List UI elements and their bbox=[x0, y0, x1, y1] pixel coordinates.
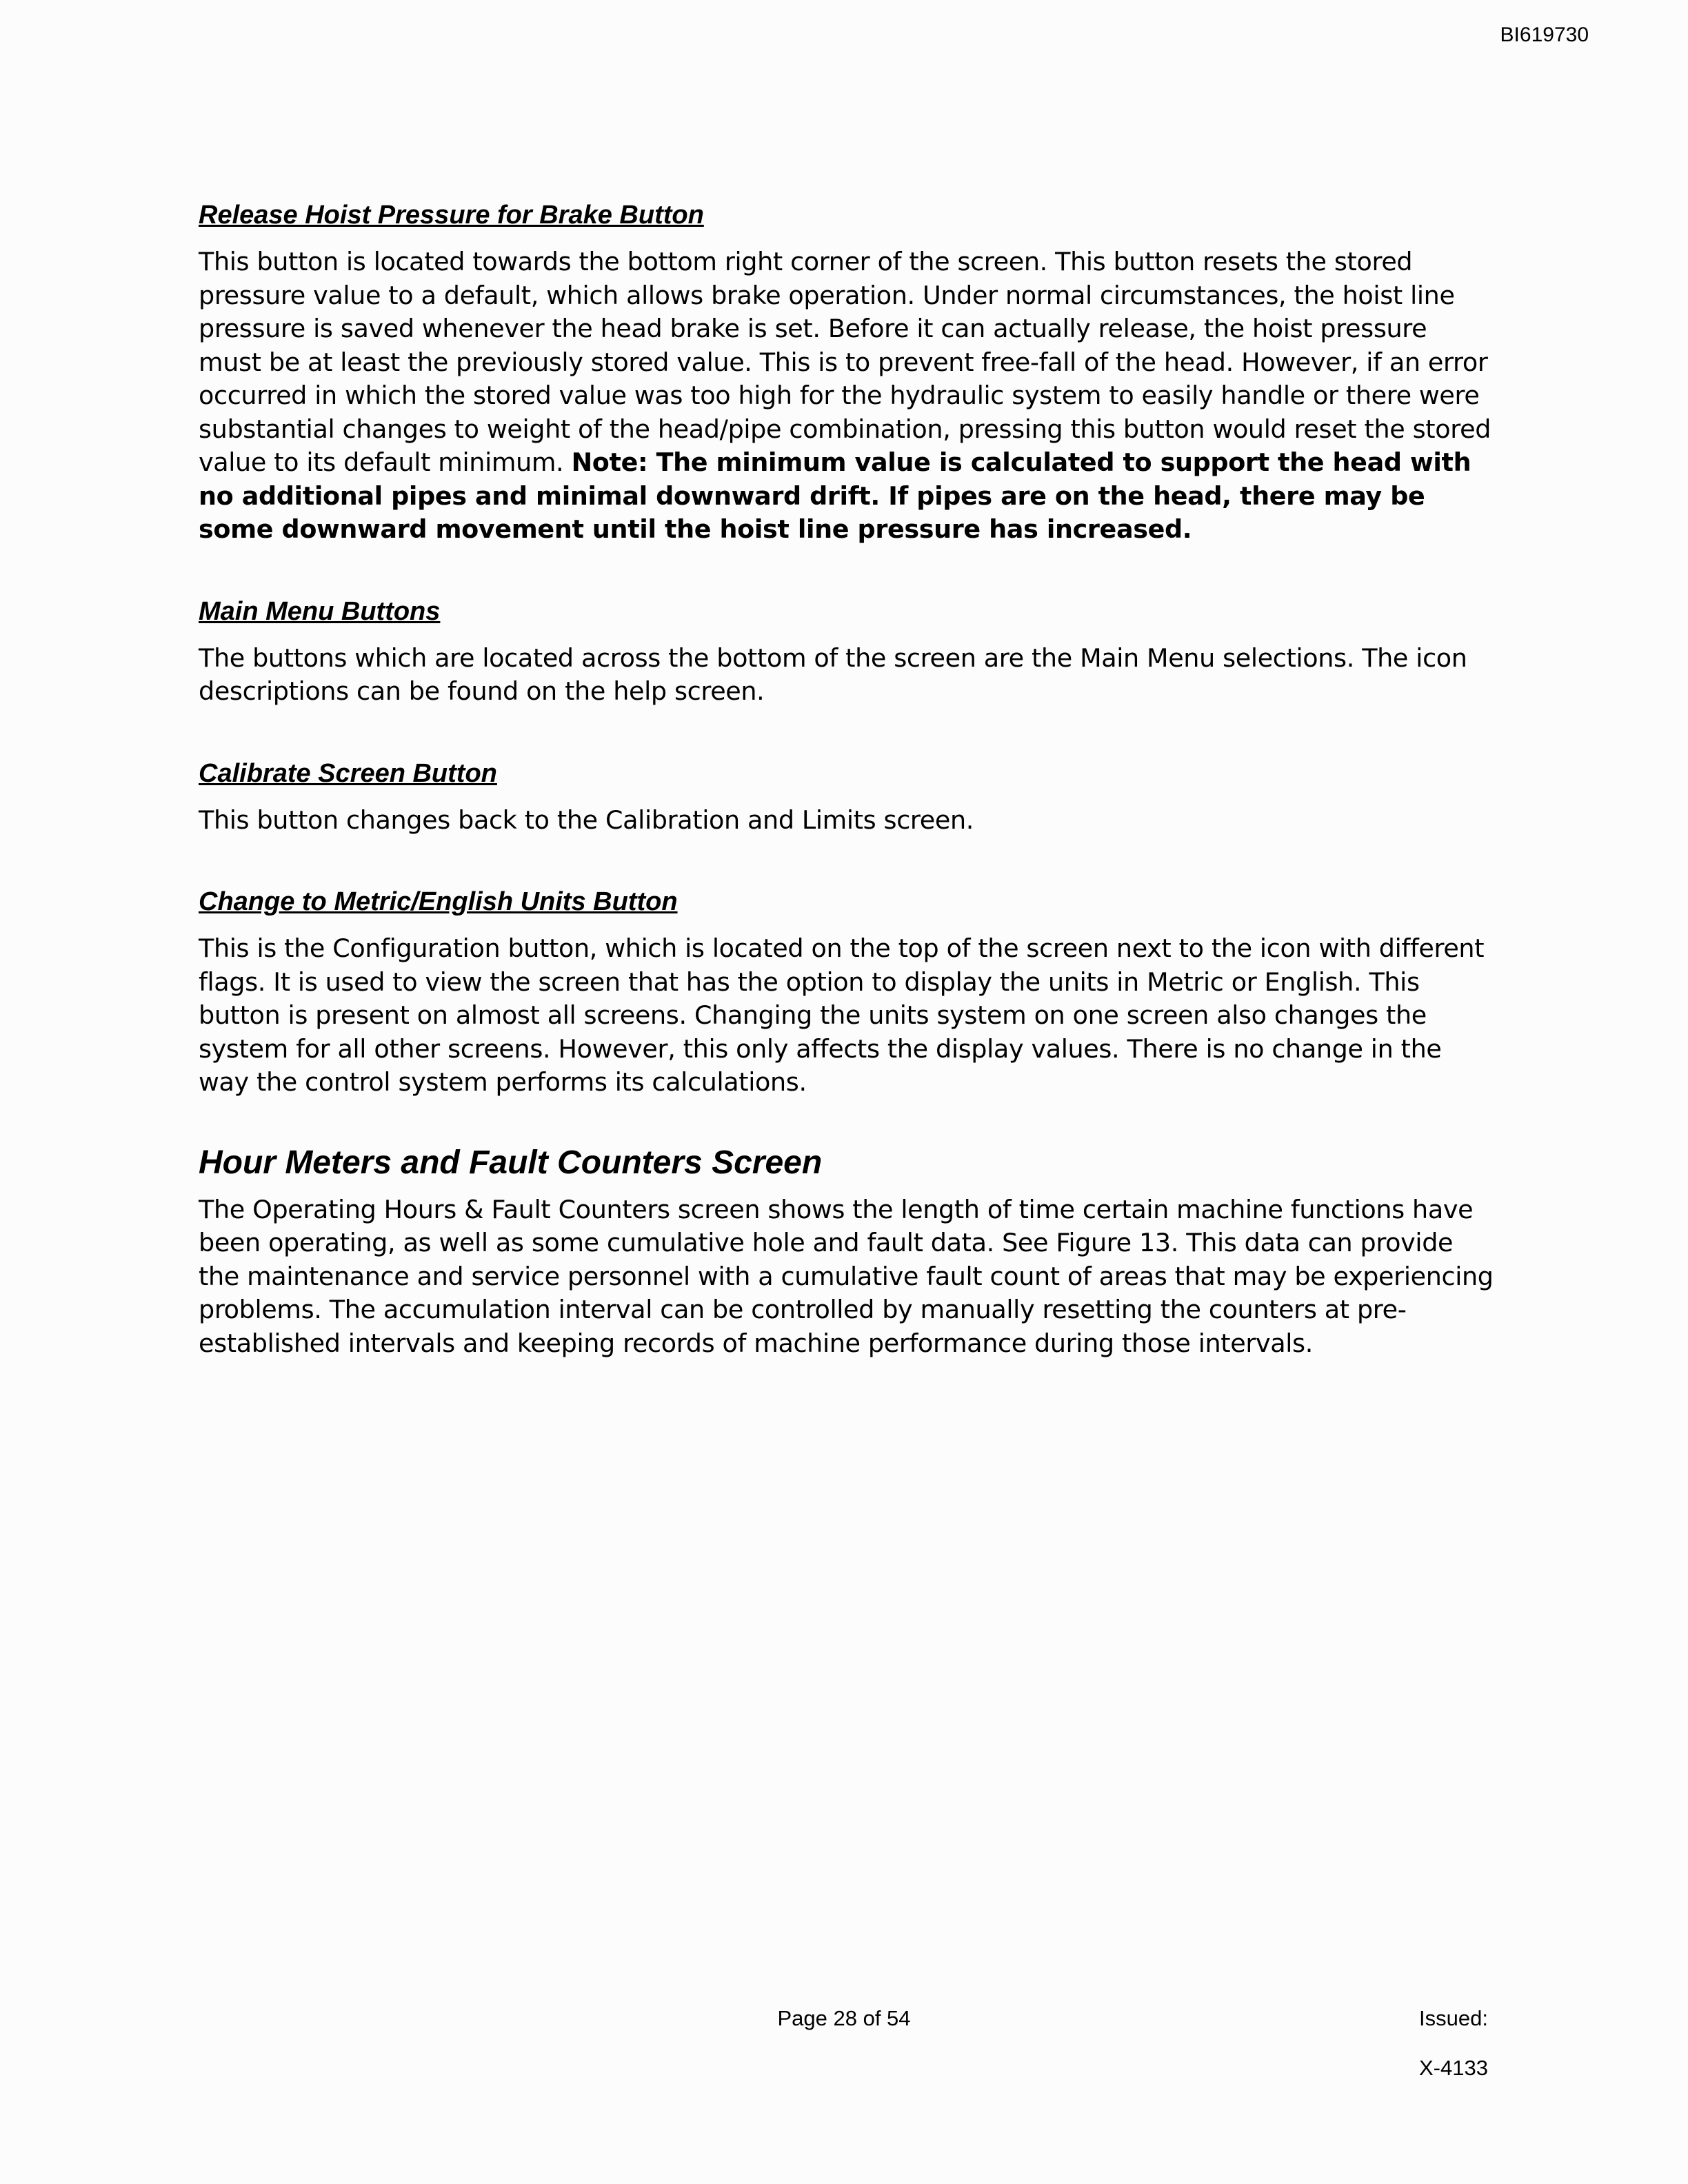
section-hour-meters bbox=[199, 1141, 1495, 1361]
section-body-text: This button is located towards the bottom right corner of the screen. This button resets the stored pressure value to a default, which allows brake operation. Under normal circumstances, the hoist line pressure is saved whenever the head brake is set. Before it can actually release, the hoist pressure must be at least the previously stored value. This is to prevent free-fall of the head. However, if an error occurred in which the stored value was too high for the hydraulic system to easily handle or there were substantial changes to weight of the head/pipe combination, pressing this button would reset the stored value to its default minimum. bbox=[199, 247, 1491, 477]
issued-label: Issued: bbox=[1419, 2006, 1488, 2030]
section-title: Change to Metric/English Units Button bbox=[199, 887, 678, 916]
document-id: BI619730 bbox=[1500, 23, 1589, 46]
section-body: The buttons which are located across the bottom of the screen are the Main Menu selections. The icon descriptions can be found on the help screen. bbox=[199, 643, 1467, 706]
document-code: X-4133 bbox=[1419, 2056, 1488, 2080]
section-heading: Hour Meters and Fault Counters Screen bbox=[199, 1144, 823, 1181]
section-main-menu-buttons bbox=[199, 592, 1495, 709]
page-number: Page 28 of 54 bbox=[777, 2006, 911, 2030]
section-note: Note: The minimum value is calculated to support the head with no additional pipes and minimal downward drift. If pipes are on the head, there may be some downward movement until the hoist line pressure has increased. bbox=[199, 447, 1471, 544]
section-release-hoist-pressure bbox=[199, 196, 1495, 547]
section-body: This button changes back to the Calibration and Limits screen. bbox=[199, 805, 974, 835]
section-calibrate-screen-button bbox=[199, 754, 1495, 838]
section-body: The Operating Hours & Fault Counters screen shows the length of time certain machine functions have been operating, as well as some cumulative hole and fault data. See Figure 13. This data can provide the maintenance and service personnel with a cumulative fault count of areas that may be experiencing problems. The accumulation interval can be controlled by manually resetting the counters at pre-established intervals and keeping records of machine performance during those intervals. bbox=[199, 1194, 1494, 1358]
section-body: This is the Configuration button, which is located on the top of the screen next to the icon with different flags. It is used to view the screen that has the option to display the units in Metric or English. This button is present on almost all screens. Changing the units system on one screen also changes the system for all other screens. However, this only affects the display values. There is no change in the way the control system performs its calculations. bbox=[199, 933, 1485, 1097]
page-content bbox=[199, 196, 1495, 1360]
section-title: Release Hoist Pressure for Brake Button bbox=[199, 201, 704, 230]
section-body bbox=[199, 245, 1495, 547]
section-metric-english-units bbox=[199, 882, 1495, 1100]
section-title: Calibrate Screen Button bbox=[199, 758, 497, 788]
section-title: Main Menu Buttons bbox=[199, 596, 441, 626]
